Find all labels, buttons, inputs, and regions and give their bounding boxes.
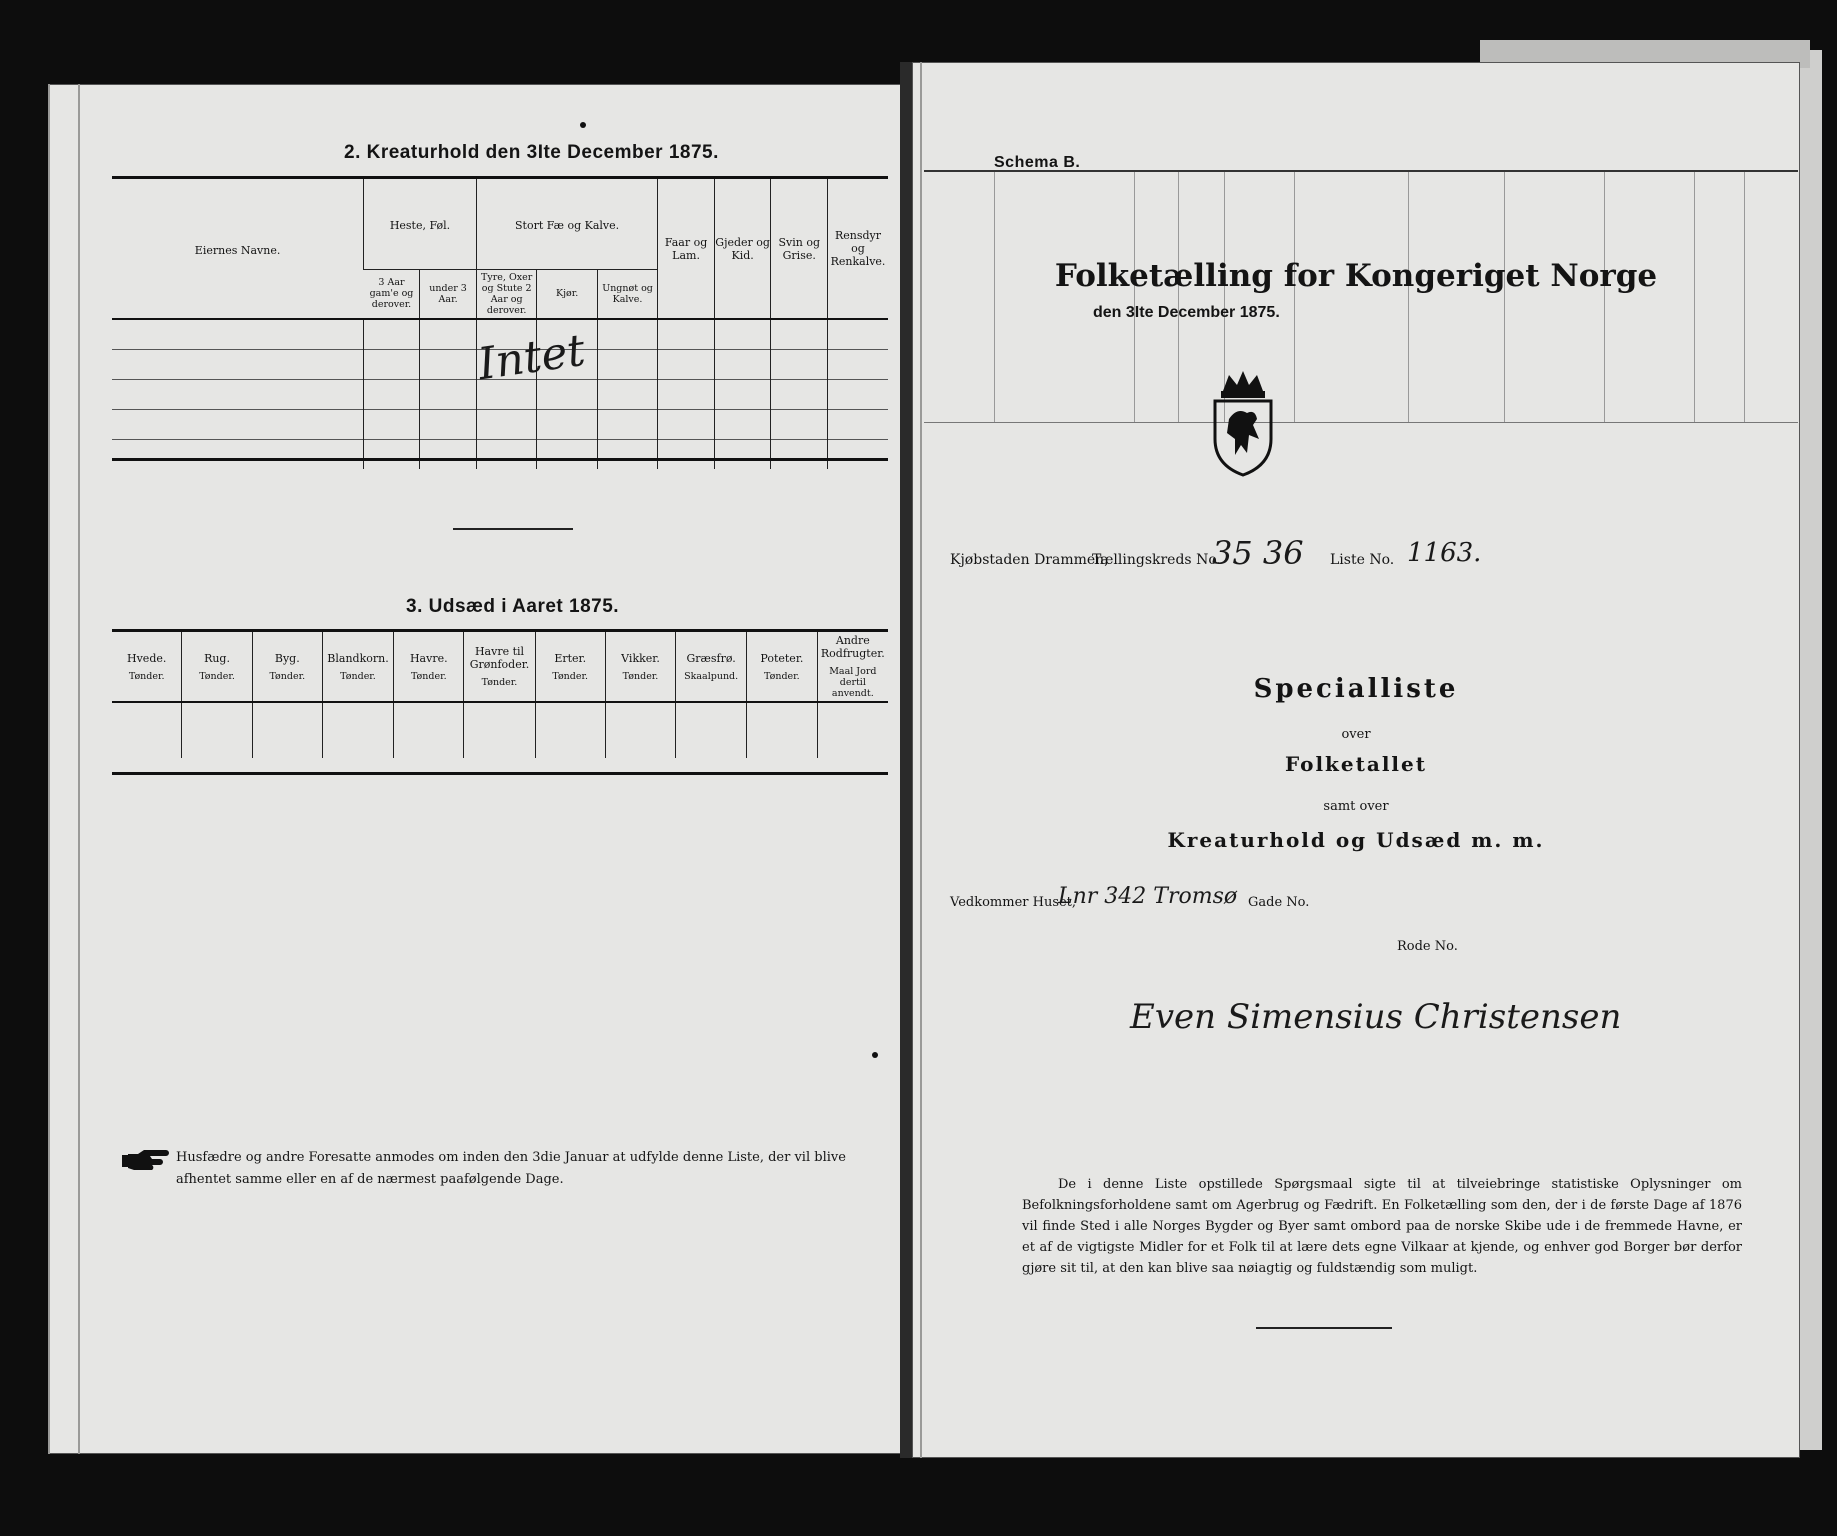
rode-label: Rode No. xyxy=(1397,939,1458,954)
liste-label: Liste No. xyxy=(1330,552,1395,568)
seed-cell xyxy=(535,702,605,758)
seed-cell xyxy=(747,702,818,758)
seed-col-9 xyxy=(747,632,818,702)
seed-col-unit: Tønder. xyxy=(764,670,800,682)
date-line: den 3Ite December 1875. xyxy=(1093,304,1280,321)
liste-value: 1163. xyxy=(1407,538,1482,568)
folketallet: Folketallet xyxy=(1285,752,1427,776)
handwritten-intet: Intet xyxy=(474,324,589,391)
seed-cell xyxy=(112,702,182,758)
stort-sub-1: Tyre, Oxer og Stute 2 Aar og derover. xyxy=(481,271,533,316)
left-page xyxy=(48,84,910,1454)
section2-title: 2. Kreaturhold den 3Ite December 1875. xyxy=(344,142,719,163)
signature: Even Simensius Christensen xyxy=(1130,997,1622,1037)
seed-col-1 xyxy=(182,632,252,702)
main-title: Folketælling for Kongeriget Norge xyxy=(1054,258,1658,294)
faint-back-table xyxy=(924,170,1798,423)
seed-col-name: Havre til Grønfoder. xyxy=(469,645,530,671)
heste-header: Heste, Føl. xyxy=(364,179,477,269)
seed-cell xyxy=(322,702,393,758)
seed-col-8 xyxy=(676,632,747,702)
livestock-table xyxy=(112,179,888,469)
seed-col-name: Blandkorn. xyxy=(327,651,389,665)
notice-text: Husfædre og andre Foresatte anmodes om inden den 3die Januar at udfylde denne Liste, der vil blive afhentet samme eller en af de nærmest paafølgende Dage. xyxy=(176,1150,846,1187)
seed-col-unit: Tønder. xyxy=(340,670,376,682)
heste-sub-2: under 3 Aar. xyxy=(429,282,467,305)
schema-label: Schema B. xyxy=(994,154,1081,171)
samt-over: samt over xyxy=(1323,799,1389,814)
seed-col-name: Rug. xyxy=(204,651,230,665)
over-1: over xyxy=(1341,727,1371,742)
right-page xyxy=(912,62,1800,1458)
seed-col-10 xyxy=(817,632,888,702)
seed-col-2 xyxy=(252,632,322,702)
vedkommer-value: Lnr 342 Tromsø xyxy=(1058,884,1238,909)
section3-title: 3. Udsæd i Aaret 1875. xyxy=(406,596,620,617)
gjeder-header: Gjeder og Kid. xyxy=(714,179,771,319)
kreds-label: Tællingskreds No. xyxy=(1092,552,1221,568)
kreaturhold-line: Kreaturhold og Udsæd m. m. xyxy=(1167,828,1545,852)
seed-cell xyxy=(464,702,535,758)
stort-header: Stort Fæ og Kalve. xyxy=(476,179,657,269)
vedkommer-label: Vedkommer Huset, xyxy=(950,895,1077,910)
seed-col-name: Andre Rodfrugter. xyxy=(820,634,885,660)
seed-col-name: Græsfrø. xyxy=(686,651,736,665)
info-paragraph: De i denne Liste opstillede Spørgsmaal sigte til at tilveiebringe statistiske Oplysninger om Befolkningsforholdene samt om Agerbrug og Fædrift. En Folketælling som den, der i de første Dage af 1876 vil finde Sted i alle Norges Bygder og Byer samt ombord paa de norske Skibe ude i de fremmede Havne, er et af de vigtigste Midler for et Folk til at lære dets egne Vilkaar at kjende, og enhver god Borger bør derfor gjøre sit til, at den kan blive saa nøiagtig og fuldstændig som muligt. xyxy=(1022,1177,1742,1276)
seed-cell xyxy=(182,702,252,758)
seed-cell xyxy=(817,702,888,758)
kjobstaden-row xyxy=(950,552,1109,568)
seed-cell xyxy=(605,702,675,758)
special-title: Specialliste xyxy=(1253,674,1459,704)
norwegian-lion-crest-icon xyxy=(1207,369,1279,479)
seed-col-3 xyxy=(322,632,393,702)
seed-col-unit: Tønder. xyxy=(128,670,165,682)
seed-col-unit: Tønder. xyxy=(481,677,518,688)
seed-cell xyxy=(394,702,464,758)
seed-col-name: Havre. xyxy=(409,651,448,665)
kreds-value: 35 36 xyxy=(1212,534,1304,572)
seed-col-name: Erter. xyxy=(554,651,587,665)
ink-dot-2 xyxy=(872,1052,878,1058)
ink-dot xyxy=(580,122,586,128)
seed-col-name: Poteter. xyxy=(760,651,804,665)
seed-cell xyxy=(252,702,322,758)
seed-col-0 xyxy=(112,632,182,702)
seed-col-unit: Skaalpund. xyxy=(684,670,739,682)
left-page-edge xyxy=(48,84,50,1454)
seed-cell xyxy=(676,702,747,758)
seed-col-name: Hvede. xyxy=(127,651,167,665)
owner-header: Eiernes Navne. xyxy=(194,244,281,257)
seed-col-name: Byg. xyxy=(274,651,300,665)
seed-col-unit: Maal Jord dertil anvendt. xyxy=(829,666,877,699)
seed-col-7 xyxy=(605,632,675,702)
svin-header: Svin og Grise. xyxy=(771,179,828,319)
heste-sub-1: 3 Aar gam'e og derover. xyxy=(369,277,414,311)
seed-col-unit: Tønder. xyxy=(410,670,447,682)
left-page-fold xyxy=(78,84,80,1454)
seed-col-5 xyxy=(464,632,535,702)
rensdyr-header: Rensdyr og Renkalve. xyxy=(828,179,888,319)
seed-col-name: Vikker. xyxy=(621,651,660,665)
seed-col-unit: Tønder. xyxy=(199,670,235,682)
seed-col-unit: Tønder. xyxy=(622,670,659,682)
kjobstaden-label: Kjøbstaden xyxy=(950,552,1030,568)
stort-sub-3: Ungnøt og Kalve. xyxy=(602,282,653,305)
seed-table xyxy=(112,632,888,758)
seed-col-6 xyxy=(535,632,605,702)
faar-header: Faar og Lam. xyxy=(658,179,714,319)
seed-col-4 xyxy=(394,632,464,702)
gade-label: Gade No. xyxy=(1248,895,1310,910)
seed-col-unit: Tønder. xyxy=(552,670,589,682)
stort-sub-2: Kjør. xyxy=(555,288,579,300)
seed-col-unit: Tønder. xyxy=(269,670,306,682)
pointing-hand-icon xyxy=(120,1147,170,1173)
kjobstaden-value: Drammen, xyxy=(1034,552,1109,568)
